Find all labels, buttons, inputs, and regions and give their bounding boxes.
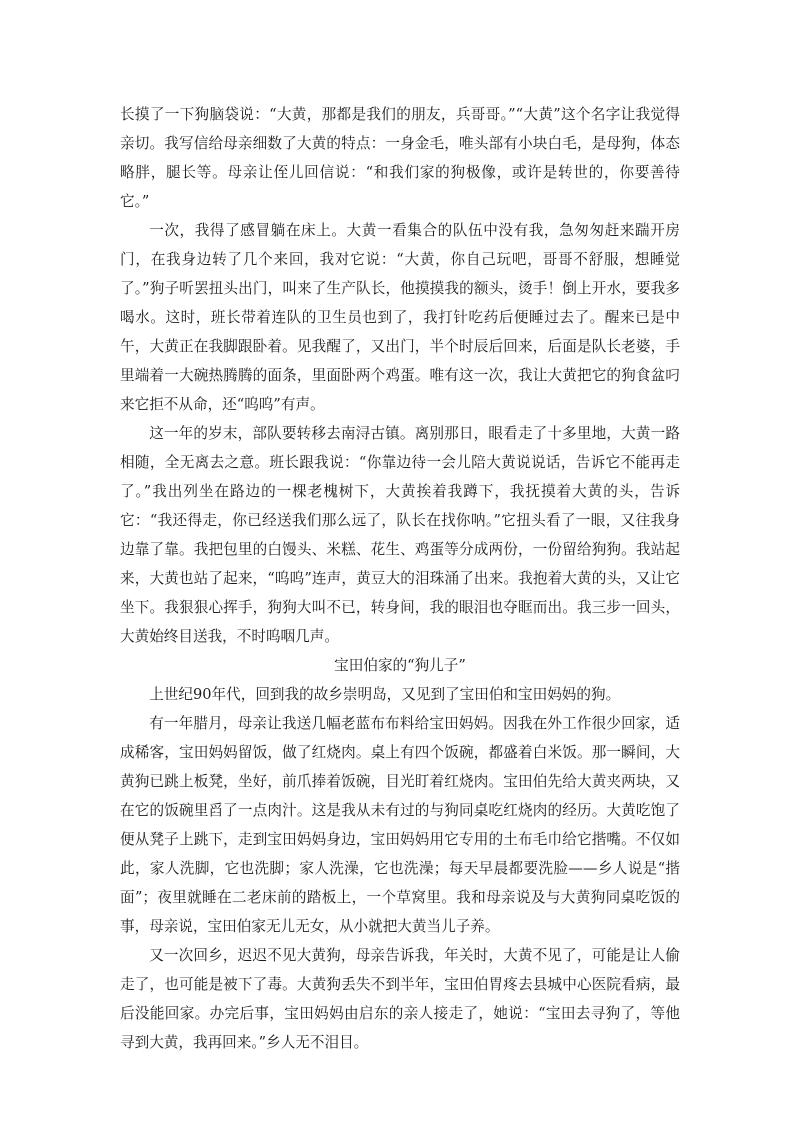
paragraph-4: 上世纪90年代，回到我的故乡崇明岛，又见到了宝田伯和宝田妈妈的狗。 [149,686,621,703]
article-body [120,100,680,1057]
section-heading: 宝田伯家的“狗儿子” [334,657,466,674]
paragraph-2: 一次，我得了感冒躺在床上。大黄一看集合的队伍中没有我，急匆匆赶来踹开房门，在我身边转了几个来回，我对它说：“大黄，你自己玩吧，哥哥不舒服，想睡觉了。”狗子听罢扭头出门，叫来了生产队长，他摸摸我的额头，烫手！倒上开水，要我多喝水。这时，班长带着连队的卫生员也到了，我打针吃药后便睡过去了。醒来已是中午，大黄正在我脚跟卧着。见我醒了，又出门，半个时辰后回来，后面是队长老婆，手里端着一大碗热腾腾的面条，里面卧两个鸡蛋。唯有这一次，我让大黄把它的狗食盆叼来它拒不从命，还“呜呜”有声。 [120,222,680,413]
paragraph-1: 长摸了一下狗脑袋说：“大黄，那都是我们的朋友，兵哥哥。”“大黄”这个名字让我觉得亲切。我写信给母亲细数了大黄的特点：一身金毛，唯头部有小块白毛，是母狗，体态略胖，腿长等。母亲让侄儿回信说：“和我们家的狗极像，或许是转世的，你要善待它。” [120,106,680,210]
paragraph-3: 这一年的岁末，部队要转移去南浔古镇。离别那日，眼看走了十多里地，大黄一路相随，全无离去之意。班长跟我说：“你靠边待一会儿陪大黄说说话，告诉它不能再走了。”我出列坐在路边的一棵老槐树下，大黄挨着我蹲下，我抚摸着大黄的头，告诉它：“我还得走，你已经送我们那么远了，队长在找你呐。”它扭头看了一眼，又往我身边靠了靠。我把包里的白馒头、米糕、花生、鸡蛋等分成两份，一份留给狗狗。我站起来，大黄也站了起来，“呜呜”连声，黄豆大的泪珠涌了出来。我抱着大黄的头，又让它坐下。我狠狠心挥手，狗狗大叫不已，转身间，我的眼泪也夺眶而出。我三步一回头，大黄始终目送我，不时呜咽几声。 [120,425,680,645]
paragraph-5: 有一年腊月，母亲让我送几幅老蓝布布料给宝田妈妈。因我在外工作很少回家，适成稀客，宝田妈妈留饭，做了红烧肉。桌上有四个饭碗，都盛着白米饭。那一瞬间，大黄狗已跳上板凳，坐好，前爪捧着饭碗，目光盯着红烧肉。宝田伯先给大黄夹两块，又在它的饭碗里舀了一点肉汁。这是我从未有过的与狗同桌吃红烧肉的经历。大黄吃饱了便从凳子上跳下，走到宝田妈妈身边，宝田妈妈用它专用的土布毛巾给它揩嘴。不仅如此，家人洗脚，它也洗脚；家人洗澡，它也洗澡；每天早晨都要洗脸——乡人说是“揩面”；夜里就睡在二老床前的踏板上，一个草窝里。我和母亲说及与大黄狗同桌吃饭的事，母亲说，宝田伯家无儿无女，从小就把大黄当儿子养。 [120,715,680,935]
paragraph-6: 又一次回乡，迟迟不见大黄狗，母亲告诉我，年关时，大黄不见了，可能是让人偷走了，也可能是被下了毒。大黄狗丢失不到半年，宝田伯胃疼去县城中心医院看病，最后没能回家。办完后事，宝田妈妈由启东的亲人接走了，她说：“宝田去寻狗了，等他寻到大黄，我再回来。”乡人无不泪目。 [120,947,680,1051]
